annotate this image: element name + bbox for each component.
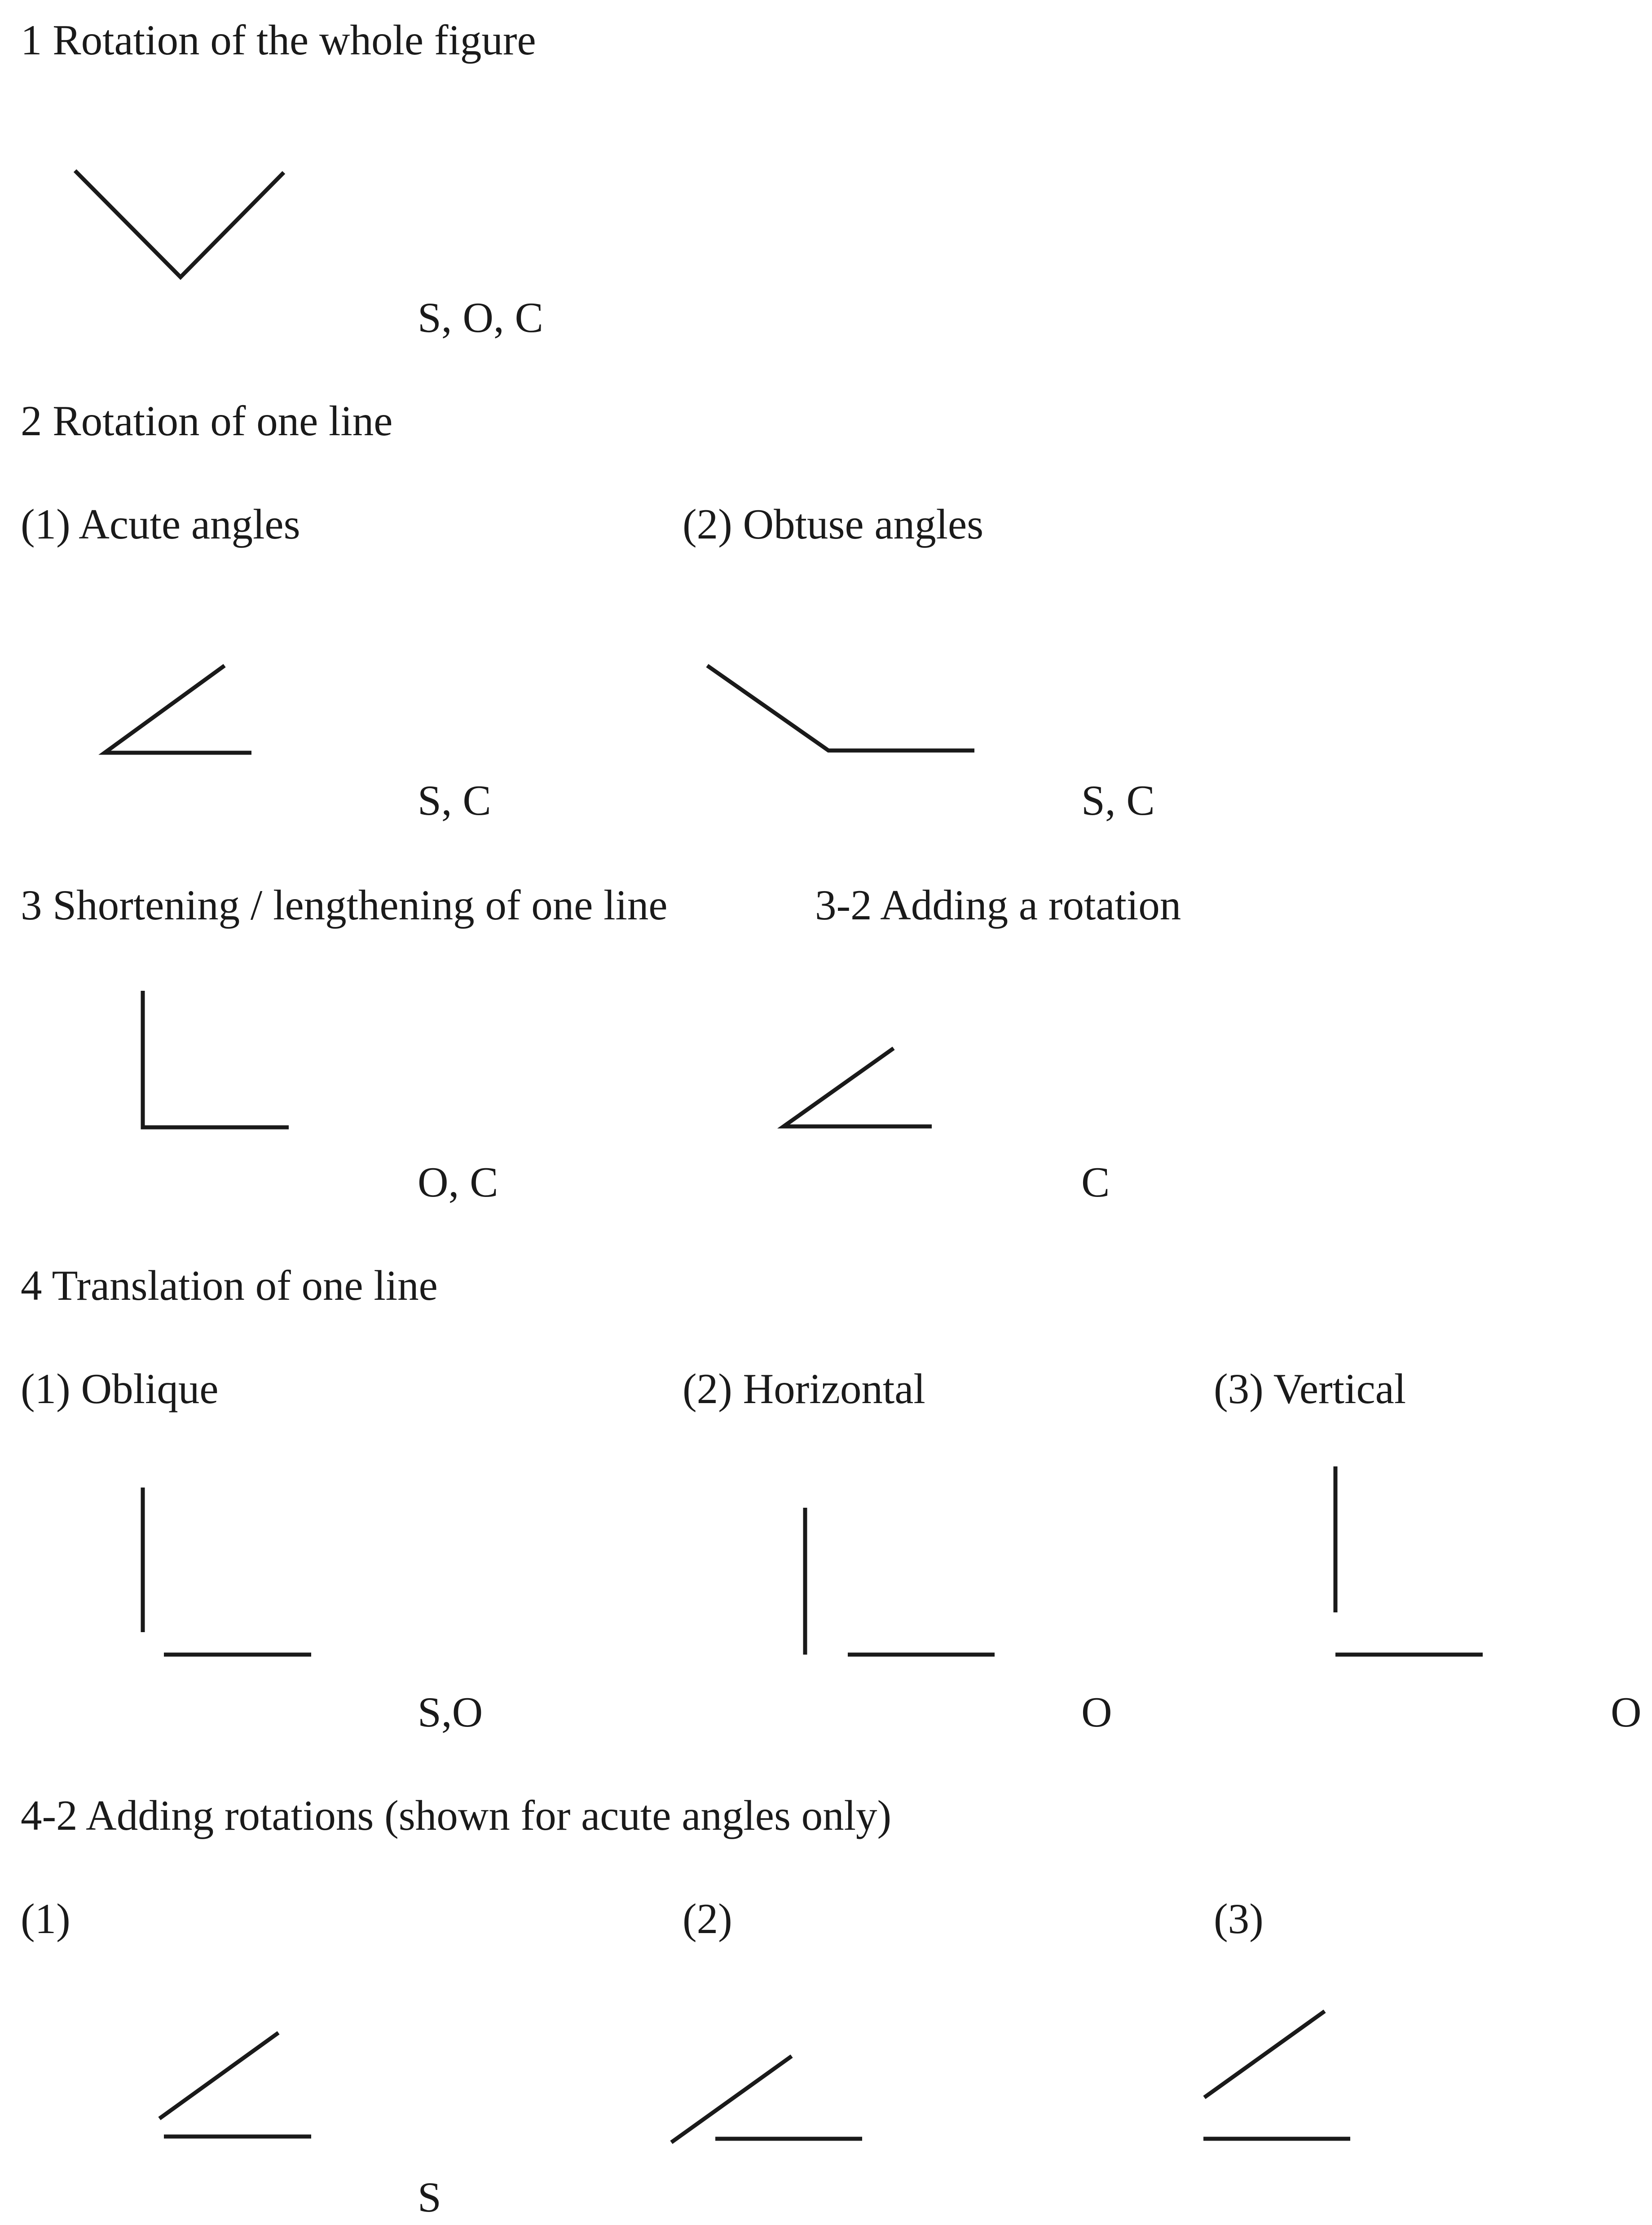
section-4-heading: 4 Translation of one line [21,1262,438,1309]
section-3-2-label: C [1081,1158,1110,1206]
section-4-oblique-label: S,O [418,1688,483,1736]
section-4-horizontal-title: (2) Horizontal [683,1365,925,1413]
section-2-heading: 2 Rotation of one line [21,397,393,445]
figure-4-2-2-oblique-line [671,2056,792,2142]
figure-3-right-angle [143,991,289,1127]
section-3-heading: 3 Shortening / lengthening of one line [21,881,668,929]
section-4-2-item-1-label: S [418,2173,441,2221]
section-4-2-item-3-title: (3) [1214,1895,1264,1942]
section-2-acute-label: S, C [418,777,491,824]
section-2-obtuse-title: (2) Obtuse angles [683,500,984,548]
section-4-2-item-1-title: (1) [21,1895,70,1942]
section-4-2-heading: 4-2 Adding rotations (shown for acute angles only) [21,1792,892,1839]
figure-3-2-rotated-angle [784,1048,932,1126]
figure-2-obtuse-angle [707,666,974,750]
section-1-heading: 1 Rotation of the whole figure [21,16,536,64]
figure-2-acute-angle [105,666,251,753]
section-4-vertical-label: O [1611,1688,1642,1736]
figure-4-2-1-oblique-line [159,2033,278,2119]
section-3-2-heading: 3-2 Adding a rotation [815,881,1181,929]
section-4-2-item-2-title: (2) [683,1895,732,1942]
figure-1-v-shape [75,171,284,277]
section-4-horizontal-label: O [1081,1688,1112,1736]
section-1-label: S, O, C [418,294,543,341]
section-2-obtuse-label: S, C [1081,777,1155,824]
section-4-oblique-title: (1) Oblique [21,1365,219,1413]
figure-4-2-3-oblique-line [1204,2011,1325,2097]
section-4-vertical-title: (3) Vertical [1214,1365,1406,1413]
section-3-label: O, C [418,1158,498,1206]
section-2-acute-title: (1) Acute angles [21,500,300,548]
